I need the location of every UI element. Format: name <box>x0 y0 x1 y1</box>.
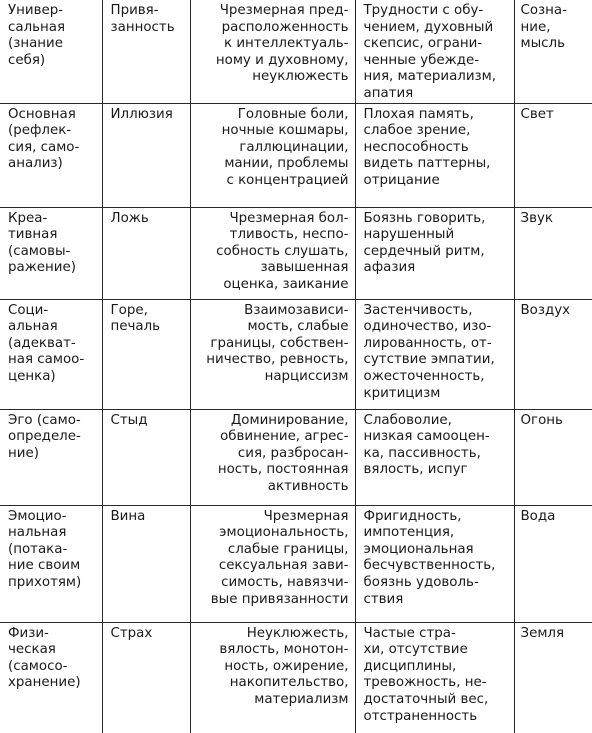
deficiency-cell: Трудности с обу- чением, духовный скепсис, ограни- ченные убежде- ния, материализм, апатия <box>355 0 514 103</box>
demon-cell: Иллюзия <box>102 103 190 207</box>
aspect-cell: Основная (рефлек- сия, само- анализ) <box>0 103 102 207</box>
excess-cell: Неуклюжесть, вялость, монотон- ность, ожирение, накопительство, материализм <box>190 622 355 733</box>
element-cell: Земля <box>514 622 592 733</box>
table-row <box>0 207 592 299</box>
aspect-cell: Эмоцио- нальная (потака- ние своим прихотям) <box>0 505 102 622</box>
element-cell: Созна- ние, мысль <box>514 0 592 103</box>
demon-cell: Привя- занность <box>102 0 190 103</box>
table-row <box>0 505 592 622</box>
deficiency-cell: Застенчивость, одиночество, изо- лированность, от- сутствие эмпатии, ожесточенность, критицизм <box>355 299 514 409</box>
element-cell: Огонь <box>514 409 592 505</box>
table-row <box>0 299 592 409</box>
table-row <box>0 0 592 103</box>
deficiency-cell: Плохая память, слабое зрение, неспособность видеть паттерны, отрицание <box>355 103 514 207</box>
element-cell: Звук <box>514 207 592 299</box>
aspect-cell: Физи- ческая (самосо- хранение) <box>0 622 102 733</box>
element-cell: Воздух <box>514 299 592 409</box>
deficiency-cell: Фригидность, импотенция, эмоциональная бесчувственность, боязнь удоволь- ствия <box>355 505 514 622</box>
excess-cell: Чрезмерная эмоциональность, слабые границы, сексуальная зави- симость, навязчи- вые привязанности <box>190 505 355 622</box>
deficiency-cell: Боязнь говорить, нарушенный сердечный ритм, афазия <box>355 207 514 299</box>
demon-cell: Стыд <box>102 409 190 505</box>
aspect-cell: Универ- сальная (знание себя) <box>0 0 102 103</box>
table-row <box>0 103 592 207</box>
aspect-cell: Соци- альная (адекват- ная самоо- ценка) <box>0 299 102 409</box>
excess-cell: Доминирование, обвинение, агрес- сия, разбросан- ность, постоянная активность <box>190 409 355 505</box>
table-row <box>0 409 592 505</box>
element-cell: Вода <box>514 505 592 622</box>
excess-cell: Головные боли, ночные кошмары, галлюцинации, мании, проблемы с концентрацией <box>190 103 355 207</box>
demon-cell: Ложь <box>102 207 190 299</box>
excess-cell: Чрезмерная бол- тливость, неспо- собность слушать, завышенная оценка, заикание <box>190 207 355 299</box>
table-row <box>0 622 592 733</box>
aspect-cell: Креа- тивная (самовы- ражение) <box>0 207 102 299</box>
excess-cell: Взаимозависи- мость, слабые границы, собствен- ничество, ревность, нарциссизм <box>190 299 355 409</box>
aspect-cell: Эго (само- определе- ние) <box>0 409 102 505</box>
excess-cell: Чрезмерная пред- расположенность к интеллектуаль- ному и духовному, неуклюжесть <box>190 0 355 103</box>
demon-cell: Горе, печаль <box>102 299 190 409</box>
deficiency-cell: Слабоволие, низкая самооцен- ка, пассивность, вялость, испуг <box>355 409 514 505</box>
demon-cell: Страх <box>102 622 190 733</box>
deficiency-cell: Частые стра- хи, отсутствие дисциплины, тревожность, не- достаточный вес, отстраненность <box>355 622 514 733</box>
element-cell: Свет <box>514 103 592 207</box>
demon-cell: Вина <box>102 505 190 622</box>
